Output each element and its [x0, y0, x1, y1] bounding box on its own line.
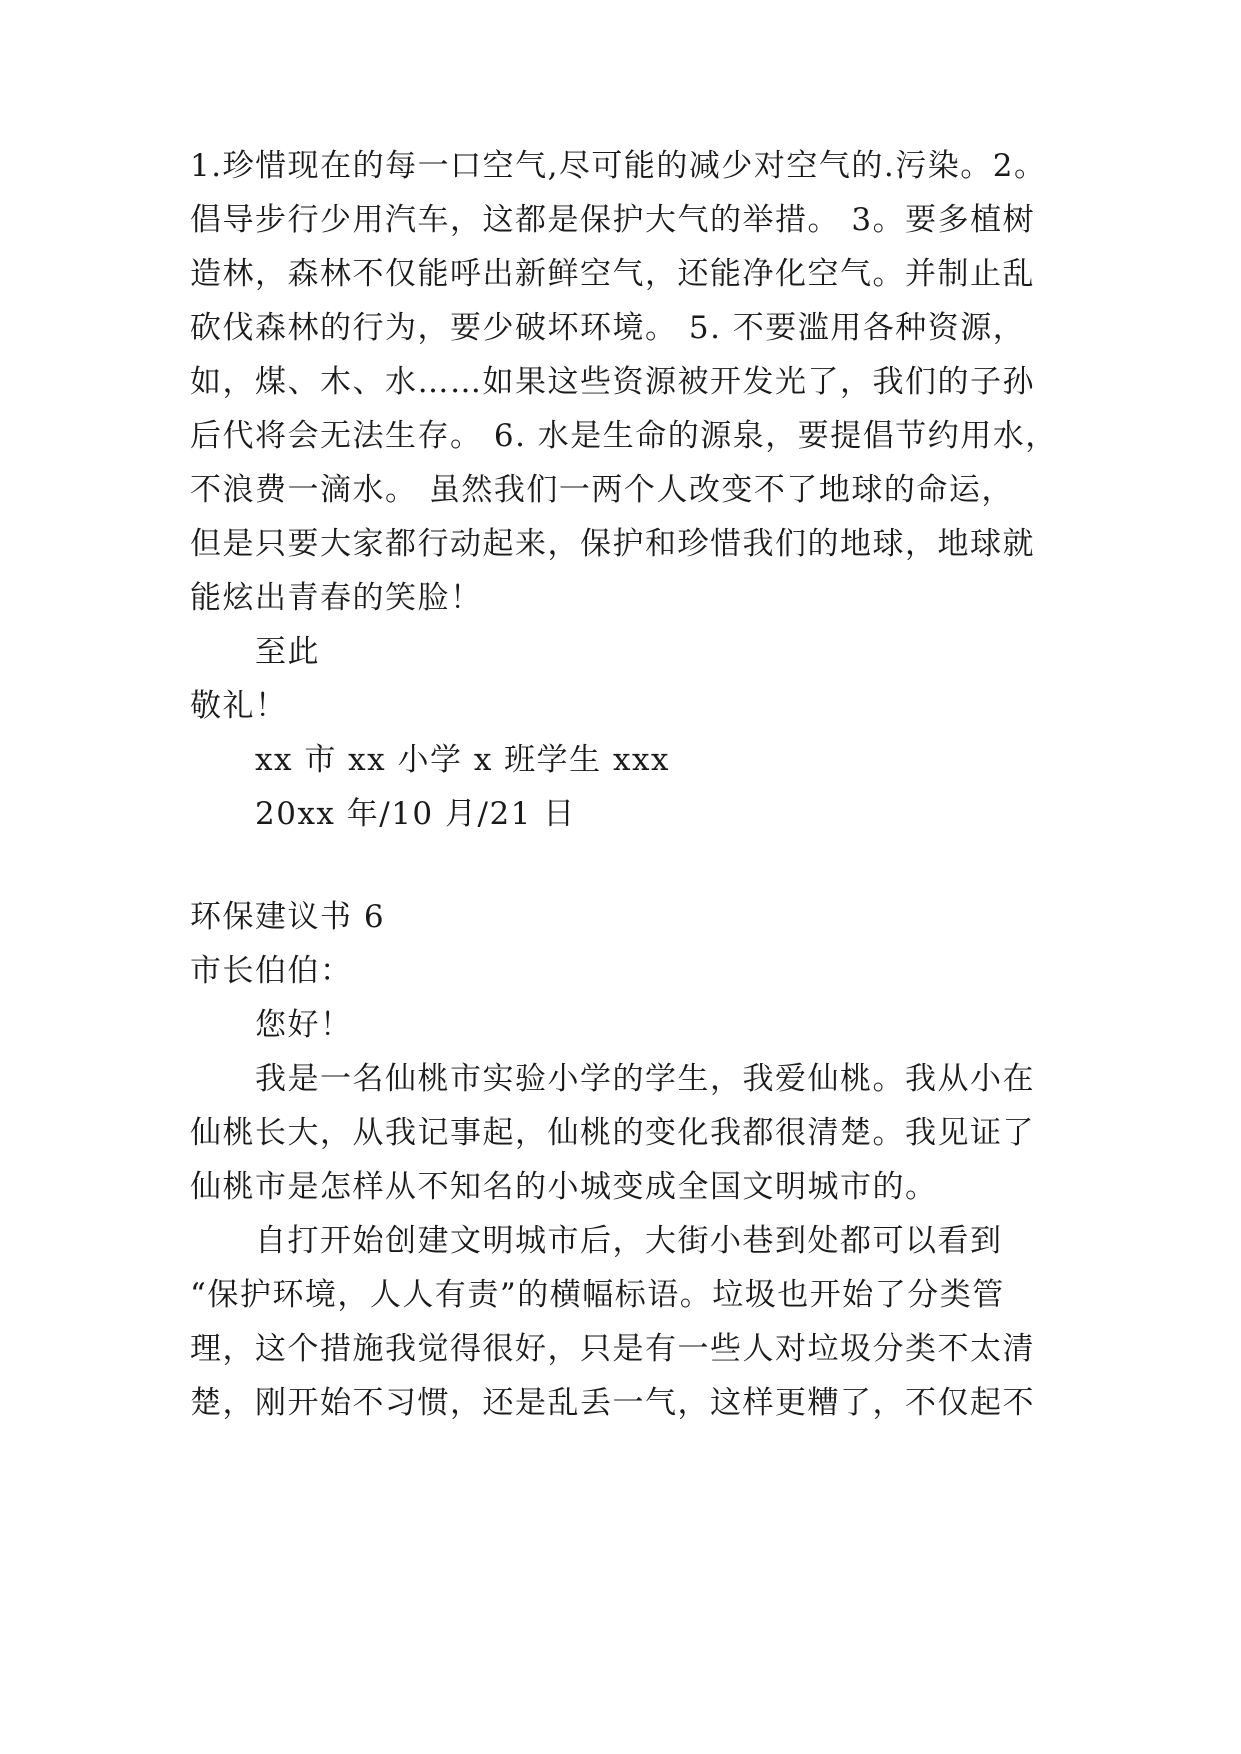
greeting-text: 您好！ — [255, 1007, 353, 1043]
paragraph-line: 我是一名仙桃市实验小学的学生，我爱仙桃。我从小在 — [255, 1061, 1035, 1097]
paragraph-line: 楚，刚开始不习惯，还是乱丢一气，这样更糟了，不仅起不 — [190, 1385, 1035, 1421]
body-line: 1.珍惜现在的每一口空气,尽可能的减少对空气的.污染。2。 — [190, 148, 1047, 184]
section-title: 环保建议书 6 — [190, 899, 386, 935]
salutation-text: 市长伯伯： — [190, 953, 353, 989]
paragraph-line: 仙桃长大，从我记事起，仙桃的变化我都很清楚。我见证了 — [190, 1115, 1035, 1151]
date-text: 20xx 年/10 月/21 日 — [255, 796, 576, 832]
body-line: 但是只要大家都行动起来，保护和珍惜我们的地球，地球就 — [190, 526, 1035, 562]
body-line: 造林，森林不仅能呼出新鲜空气，还能净化空气。并制止乱 — [190, 256, 1035, 292]
closing-text: 至此 — [255, 634, 320, 670]
body-line: 不浪费一滴水。 虽然我们一两个人改变不了地球的命运， — [190, 472, 1014, 508]
paragraph-line: 理，这个措施我觉得很好，只是有一些人对垃圾分类不太清 — [190, 1331, 1035, 1367]
paragraph-line: 仙桃市是怎样从不知名的小城变成全国文明城市的。 — [190, 1169, 938, 1205]
body-line: 倡导步行少用汽车，这都是保护大气的举措。 3。要多植树 — [190, 202, 1036, 238]
signature-text: xx 市 xx 小学 x 班学生 xxx — [255, 742, 670, 778]
body-line: 砍伐森林的行为，要少破坏环境。 5. 不要滥用各种资源， — [190, 310, 1026, 346]
body-line: 能炫出青春的笑脸！ — [190, 580, 483, 616]
paragraph-line: “保护环境，人人有责”的横幅标语。垃圾也开始了分类管 — [190, 1277, 1005, 1313]
body-line: 如，煤、木、水……如果这些资源被开发光了，我们的子孙 — [190, 364, 1035, 400]
paragraph-line: 自打开始创建文明城市后，大街小巷到处都可以看到 — [255, 1223, 1003, 1259]
salute-text: 敬礼！ — [190, 688, 288, 724]
body-line: 后代将会无法生存。 6. 水是生命的源泉，要提倡节约用水， — [190, 418, 1058, 454]
